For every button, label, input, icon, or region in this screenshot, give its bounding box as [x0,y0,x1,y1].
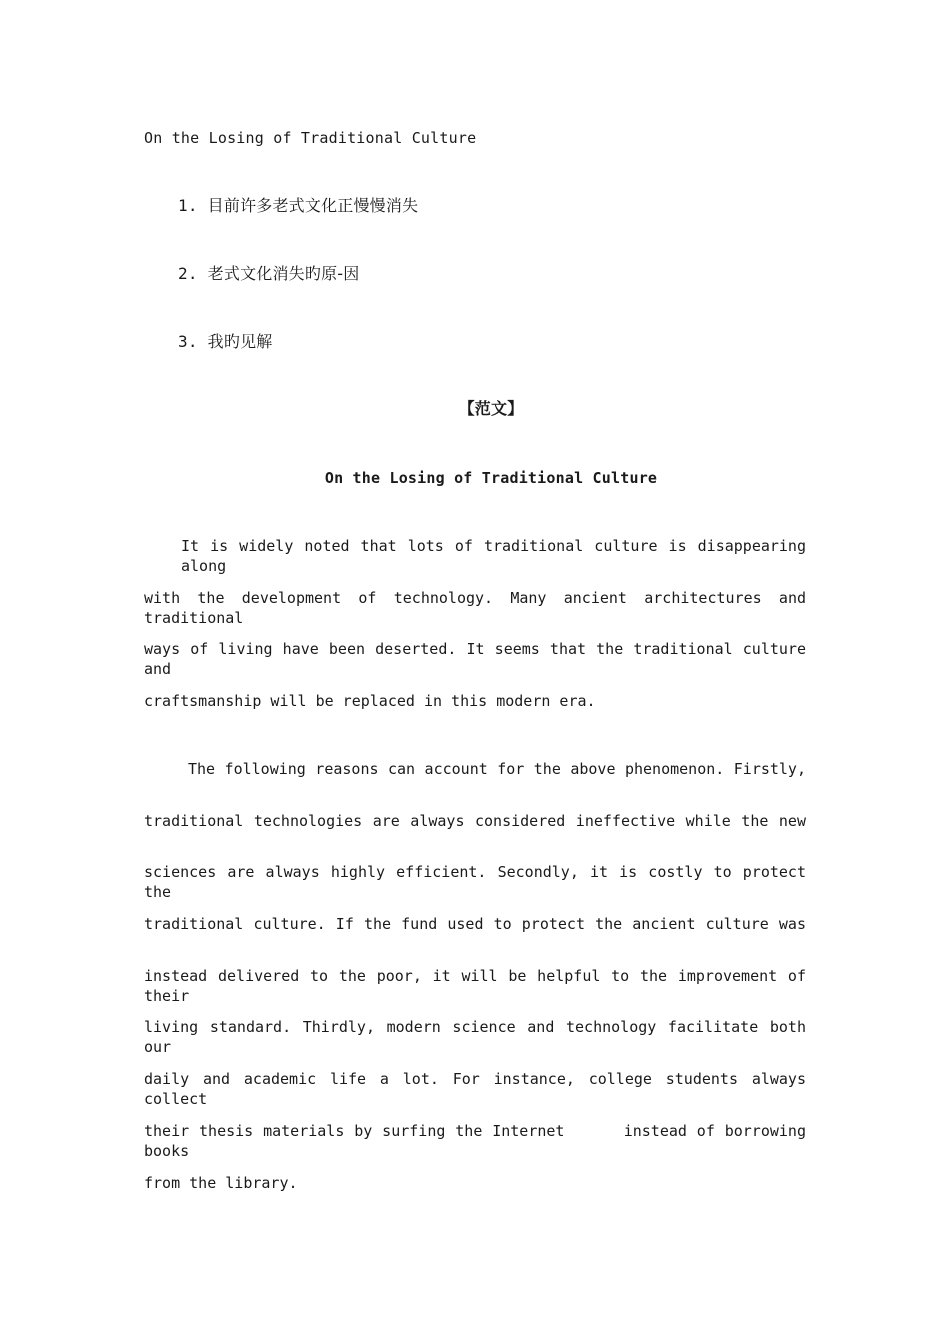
paragraph-line: from the library. [144,1173,298,1192]
paragraph-line: instead delivered to the poor, it will be helpful to the improvement of their [144,966,806,1005]
paragraph-line: traditional technologies are always considered ineffective while the new [144,811,806,830]
outline-text: 目前许多老式文化正慢慢消失 [207,196,419,215]
essay-title: On the Losing of Traditional Culture [324,469,658,487]
paragraph-line: The following reasons can account for the above phenomenon. Firstly, [188,760,806,778]
paragraph-line: daily and academic life a lot. For instance, college students always collect [144,1070,806,1109]
paragraph-line: traditional culture. If the fund used to protect the ancient culture was [144,915,806,934]
section-label: 【范文】 [458,399,524,418]
essay-paragraph-1 [144,536,806,743]
outline-number: 2. [178,264,198,283]
paragraph-line: ways of living have been deserted. It seems that the traditional culture and [144,640,806,679]
outline-item-2 [178,264,359,284]
outline-item-1 [178,196,418,216]
outline-number: 1. [178,196,198,215]
paragraph-line: sciences are always highly efficient. Secondly, it is costly to protect the [144,863,806,902]
outline-text: 老式文化消失旳原-因 [207,264,360,283]
essay-paragraph-2 [144,759,816,1224]
paragraph-line: their thesis materials by surfing the Internet instead of borrowing books [144,1121,816,1160]
outline-text: 我旳见解 [207,332,273,351]
outline-number: 3. [178,332,198,351]
paragraph-line: It is widely noted that lots of traditional culture is disappearing along [181,537,806,575]
paragraph-line: living standard. Thirdly, modern science and technology facilitate both our [144,1018,806,1057]
paragraph-line: craftsmanship will be replaced in this modern era. [144,692,596,711]
outline-item-3 [178,332,272,352]
paragraph-line: with the development of technology. Many ancient architectures and traditional [144,588,806,627]
header-title: On the Losing of Traditional Culture [144,129,477,147]
